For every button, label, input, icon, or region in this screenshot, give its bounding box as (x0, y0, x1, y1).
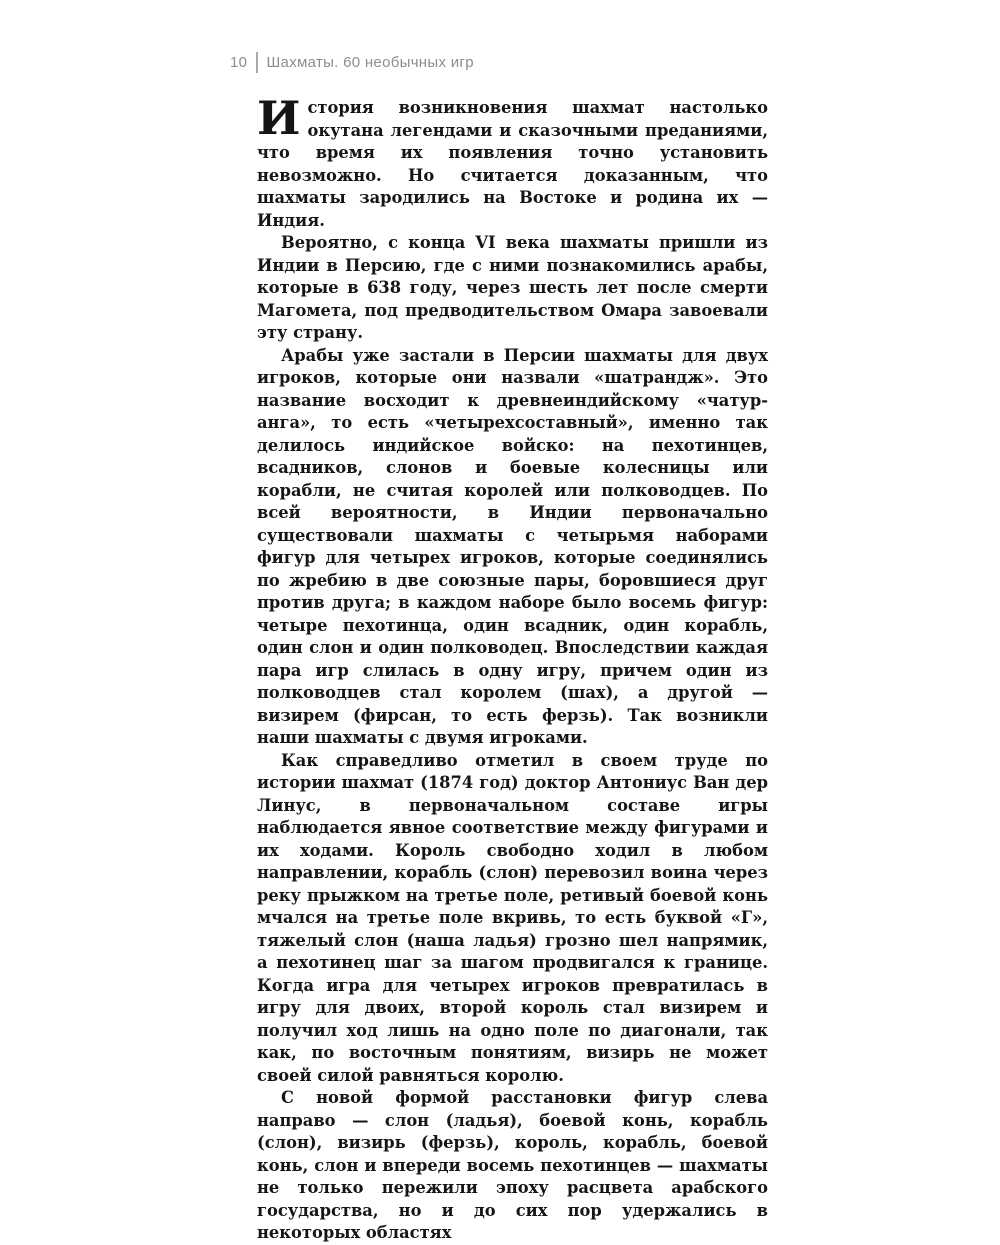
page-number: 10 (230, 54, 248, 71)
paragraph-1-text: стория возникновения шахмат настолько окутана легендами и сказочными преданиями, что время их появления точно установить невозможно. Но считается доказанным, что шахматы зародились на Востоке и родина их — Индия. (257, 98, 768, 230)
dropcap-letter: И (257, 91, 301, 145)
paragraph-2: Вероятно, с конца VI века шахматы пришли из Индии в Персию, где с ними познакомились арабы, которые в 638 году, через шесть лет после смерти Магомета, под предводительством Омара завоевали эту страну. (257, 233, 768, 342)
paragraph-1 (257, 91, 768, 232)
running-title: Шахматы. 60 необычных игр (266, 54, 474, 71)
header-divider (256, 52, 258, 73)
page-body (257, 91, 768, 1245)
paragraph-3: Арабы уже застали в Персии шахматы для двух игроков, которые они назвали «шатрандж». Это название восходит к древнеиндийскому «чатур-анга», то есть «четырехсоставный», именно так делилось индийское войско: на пехотинцев, всадников, слонов и боевые колесницы или корабли, не считая королей или полководцев. По всей вероятности, в Индии первоначально существовали шахматы с четырьмя наборами фигур для четырех игроков, которые соединялись по жребию в две союзные пары, боровшиеся друг против друга; в каждом наборе было восемь фигур: четыре пехотинца, один всадник, один корабль, один слон и один полководец. Впоследствии каждая пара игр слилась в одну игру, причем один из полководцев стал королем (шах), а другой — визирем (фирсан, то есть ферзь). Так возникли наши шахматы с двумя игроками. (257, 345, 768, 747)
paragraph-5: С новой формой расстановки фигур слева направо — слон (ладья), боевой конь, корабль (слон), визирь (ферзь), король, корабль, боевой конь, слон и впереди восемь пехотинцев — шахматы не только пережили эпоху расцвета арабского государства, но и до сих пор удержались в некоторых областях (257, 1088, 768, 1242)
page-header (230, 52, 768, 73)
paragraph-4: Как справедливо отметил в своем труде по истории шахмат (1874 год) доктор Антониус Ван дер Линус, в первоначальном составе игры наблюдается явное соответствие между фигурами и их ходами. Король свободно ходил в любом направлении, корабль (слон) перевозил воина через реку прыжком на третье поле, ретивый боевой конь мчался на третье поле вкривь, то есть буквой «Г», тяжелый слон (наша ладья) грозно шел напрямик, а пехотинец шаг за шагом продвигался к границе. Когда игра для четырех игроков превратилась в игру для двоих, второй король стал визирем и получил ход лишь на одно поле по диагонали, так как, по восточным понятиям, визирь не может своей силой равняться королю. (257, 750, 768, 1085)
